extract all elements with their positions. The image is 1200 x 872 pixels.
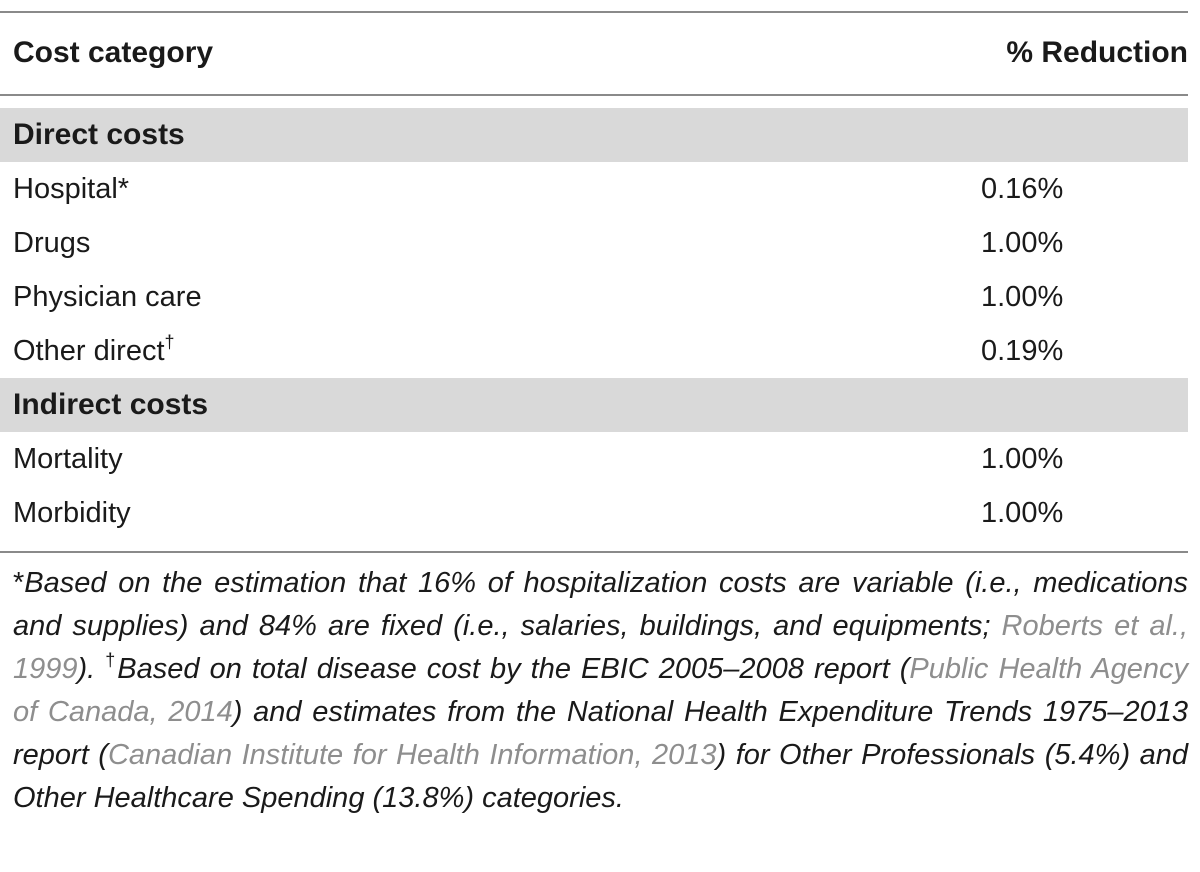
citation-link-phac[interactable]: Public Health Agency of Canada, 2014	[13, 653, 1188, 728]
row-label: Drugs	[13, 227, 91, 259]
table-row	[0, 270, 1188, 324]
row-label: Morbidity	[13, 497, 131, 529]
citation-link-roberts[interactable]: Roberts et al., 1999	[13, 610, 1189, 685]
table-bottom-rule	[0, 551, 1188, 553]
footnote-text: ).	[77, 653, 106, 685]
row-value: 0.19%	[981, 335, 1064, 367]
row-value: 0.16%	[981, 173, 1064, 205]
table-row	[0, 216, 1188, 270]
row-label: Hospital*	[13, 173, 130, 205]
table-row	[0, 486, 1188, 540]
section-header-direct	[0, 108, 1188, 162]
table-header-row	[0, 26, 1188, 80]
table-row	[0, 432, 1188, 486]
footnote-text: ) for Other Professionals (5.4%) and Other Healthcare Spending (13.8%) categories.	[13, 739, 1189, 814]
table-row	[0, 324, 1188, 378]
footnote-text: Based on total disease cost by the EBIC 2005–2008 report (	[117, 653, 910, 685]
table-header-rule	[0, 94, 1188, 96]
section-title: Direct costs	[13, 118, 185, 151]
header-cost-category: Cost category	[13, 36, 214, 69]
row-value: 1.00%	[981, 227, 1064, 259]
asterisk-mark: *	[13, 567, 25, 599]
table-footnote	[13, 562, 1188, 820]
table-row	[0, 162, 1188, 216]
row-label: Mortality	[13, 443, 123, 475]
dagger-mark: †	[164, 332, 175, 352]
header-percent-reduction: % Reduction	[1006, 36, 1188, 69]
dagger-mark: †	[105, 650, 118, 670]
row-value: 1.00%	[981, 497, 1064, 529]
footnote-text: ) and estimates from the National Health Expenditure Trends 1975–2013 report (	[13, 696, 1188, 771]
row-label: Physician care	[13, 281, 202, 313]
section-header-indirect	[0, 378, 1188, 432]
row-value: 1.00%	[981, 281, 1064, 313]
section-title: Indirect costs	[13, 388, 209, 421]
row-value: 1.00%	[981, 443, 1064, 475]
row-label-wrap	[13, 324, 175, 378]
footnote-text: Based on the estimation that 16% of hospitalization costs are variable (i.e., medications and supplies) and 84% are fixed (i.e., salaries, buildings, and equipments;	[13, 567, 1188, 642]
table-top-rule	[0, 11, 1188, 13]
citation-link-cihi[interactable]: Canadian Institute for Health Information, 2013	[107, 739, 717, 771]
row-label: Other direct	[13, 335, 165, 367]
